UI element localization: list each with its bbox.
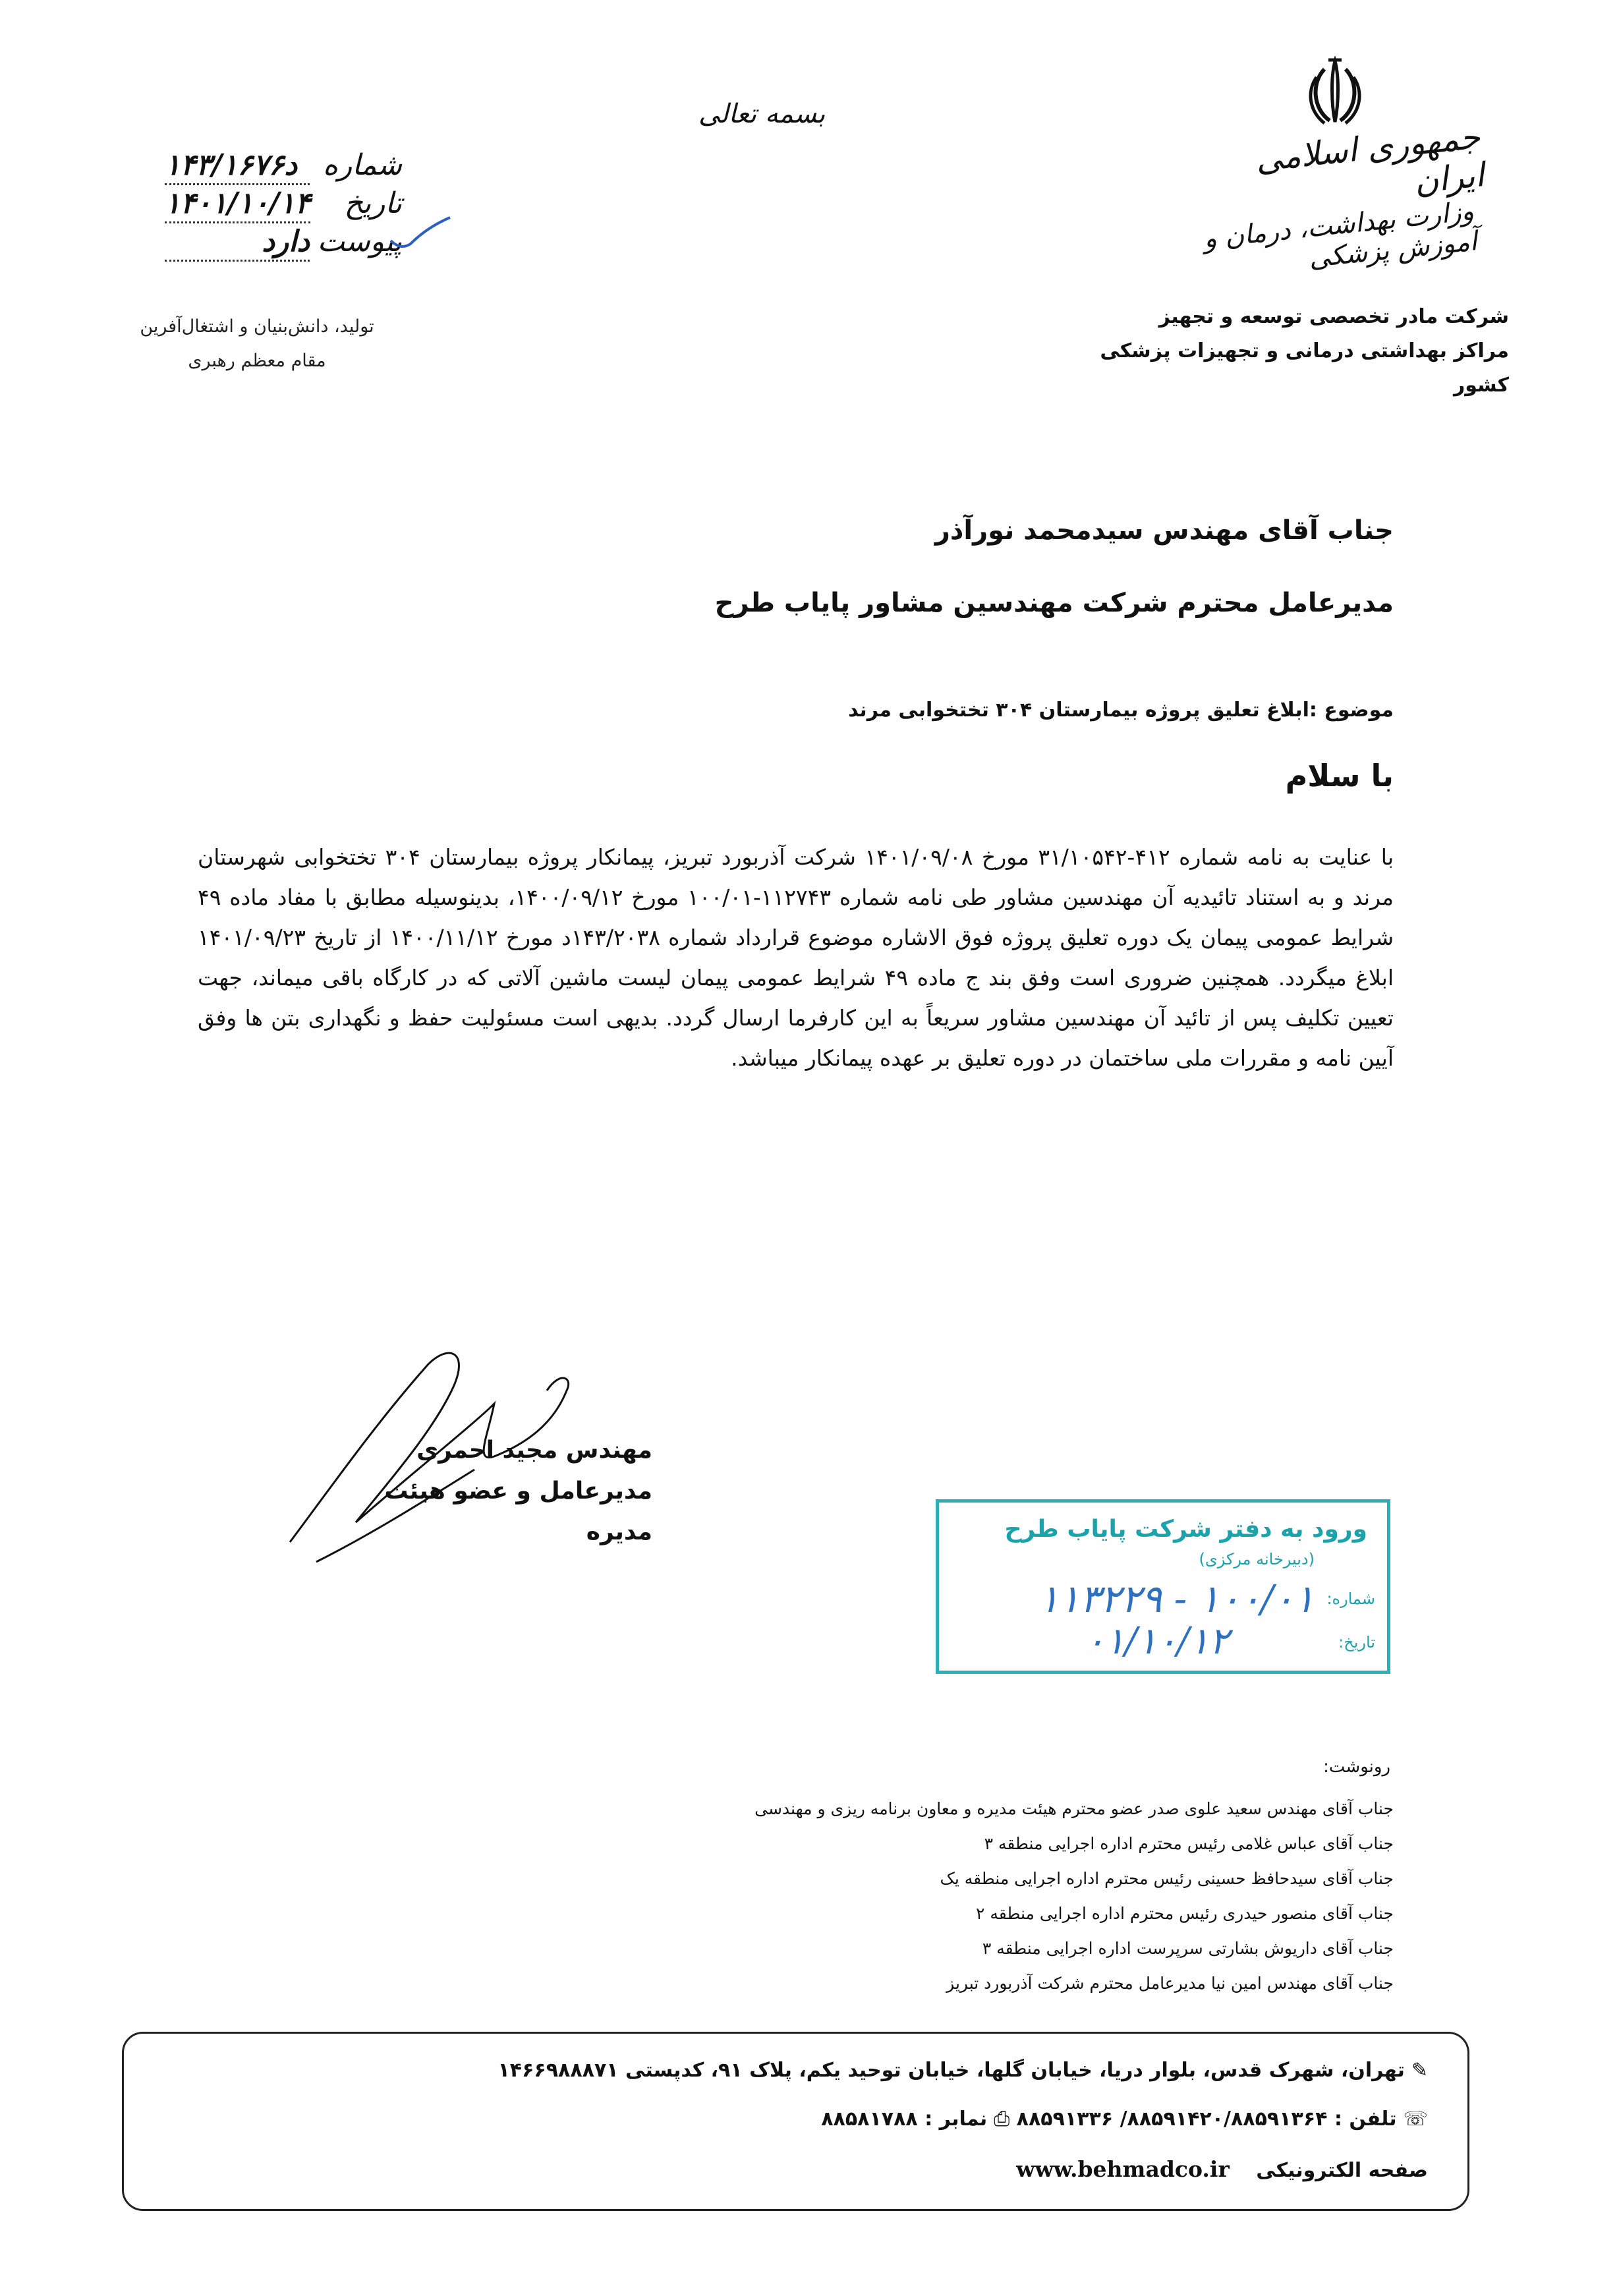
- cc-item: جناب آقای مهندس امین نیا مدیرعامل محترم شرکت آذربورد تبریز: [946, 1974, 1394, 1993]
- stamp-number: ۱۰۰/۰۱ - ۱۱۳۲۲۹: [1038, 1576, 1315, 1621]
- stamp-title: ورود به دفتر شرکت پایاب طرح: [1004, 1516, 1367, 1543]
- basmala: بسمه تعالی: [698, 99, 826, 129]
- fax-icon: ⎙: [994, 2108, 1010, 2131]
- phone-label: تلفن :: [1334, 2108, 1397, 2131]
- pen-icon: ✎: [1411, 2059, 1428, 2082]
- phone-numbers: ۸۸۵۹۱۴۲۰/۸۸۵۹۱۳۶۴/ ۸۸۵۹۱۳۳۶: [1016, 2108, 1328, 2131]
- addressee-name: جناب آقای مهندس سیدمحمد نورآذر: [934, 515, 1394, 546]
- meta-date-row: [165, 187, 402, 225]
- leader-slogan: [125, 310, 389, 378]
- receipt-stamp: [936, 1499, 1390, 1674]
- ministry-title: وزارت بهداشت، درمان و آموزش پزشکی: [1202, 196, 1479, 274]
- meta-number-label: شماره: [322, 148, 402, 182]
- cc-item: جناب آقای عباس غلامی رئیس محترم اداره اجرایی منطقه ۳: [984, 1834, 1394, 1853]
- phone-icon: ☏: [1403, 2108, 1428, 2131]
- company-line: شرکت مادر تخصصی توسعه و تجهیز: [1158, 305, 1509, 328]
- cc-title: رونوشت:: [1323, 1757, 1390, 1777]
- signer-name: مهندس مجید احمری: [416, 1437, 652, 1464]
- signer-block: [316, 1430, 652, 1553]
- footer-contact: [821, 2108, 1428, 2131]
- company-name: [1087, 300, 1509, 403]
- footer-address-text: تهران، شهرک قدس، بلوار دریا، خیابان گلها، خیابان توحید یکم، پلاک ۹۱، کدپستی ۱۴۶۶۹۸۸۸۷۱: [497, 2059, 1405, 2082]
- iran-emblem-icon: [1305, 56, 1365, 129]
- website-link[interactable]: www.behmadco.ir: [1016, 2156, 1230, 2182]
- addressee: [659, 494, 1394, 639]
- web-label: صفحه الکترونیکی: [1256, 2159, 1428, 2182]
- stamp-date: ۰۱/۱۰/۱۲: [1085, 1620, 1229, 1663]
- greeting: با سلام: [1285, 758, 1394, 793]
- check-icon: [387, 214, 453, 254]
- fax-label: نمابر :: [924, 2108, 988, 2131]
- stamp-date-label: تاریخ:: [1338, 1633, 1375, 1651]
- meta-attachment-value: دارد: [165, 225, 310, 262]
- cc-item: جناب آقای سیدحافظ حسینی رئیس محترم اداره اجرایی منطقه یک: [940, 1869, 1394, 1888]
- letter-meta: [165, 148, 402, 263]
- meta-attachment-row: [165, 225, 402, 263]
- subject-line: موضوع :ابلاغ تعلیق پروژه بیمارستان ۳۰۴ تختخوابی مرند: [848, 699, 1394, 722]
- signer-title: مدیرعامل و عضو هیئت مدیره: [384, 1478, 652, 1545]
- meta-number-row: [165, 148, 402, 187]
- cc-item: جناب آقای مهندس سعید علوی صدر عضو محترم هیئت مدیره و معاون برنامه ریزی و مهندسی: [754, 1799, 1394, 1818]
- letter-body: با عنایت به نامه شماره ۴۱۲-۳۱/۱۰۵۴۲ مورخ ۱۴۰۱/۰۹/۰۸ شرکت آذربورد تبریز، پیمانکار پروژه بیمارستان ۳۰۴ تختخوابی شهرستان مرند و به استناد تائیدیه آن مهندسین مشاور طی نامه شماره ۱۱۲۷۴۳-۱۰۰/۰۱ مورخ ۱۴۰۰/۰۹/۱۲، بدینوسیله مطابق با مفاد ماده ۴۹ شرایط عمومی پیمان یک دوره تعلیق پروژه فوق الاشاره موضوع قرارداد شماره ۱۴۳/۲۰۳۸د مورخ ۱۴۰۰/۱۱/۱۲ از تاریخ ۱۴۰۱/۰۹/۲۳ ابلاغ میگردد. همچنین ضروری است وفق بند ج ماده ۴۹ شرایط عمومی پیمان لیست ماشین آلاتی که در کارگاه باقی میماند، جهت تعیین تکلیف پس از تائید آن مهندسین مشاور سریعاً به این کارفرما ارسال گردد. بدیهی است مسئولیت حفظ و نگهداری بتن ها وفق آیین نامه و مقررات ملی ساختمان در دوره تعلیق بر عهده پیمانکار میباشد.: [198, 844, 1394, 1071]
- cc-list: [593, 1791, 1394, 2001]
- fax-number: ۸۸۵۸۱۷۸۸: [821, 2108, 918, 2131]
- meta-date-value: ۱۴۰۱/۱۰/۱۴: [165, 187, 310, 223]
- meta-attachment-label: پیوست: [317, 225, 402, 258]
- footer-website: [1016, 2156, 1428, 2182]
- slogan-line: تولید، دانش‌بنیان و اشتغال‌آفرین: [140, 316, 374, 337]
- cc-item: جناب آقای داریوش بشارتی سرپرست اداره اجرایی منطقه ۳: [982, 1939, 1394, 1958]
- slogan-line: مقام معظم رهبری: [188, 351, 326, 371]
- stamp-subtitle: (دبیرخانه مرکزی): [1199, 1550, 1315, 1568]
- cc-item: جناب آقای منصور حیدری رئیس محترم اداره اجرایی منطقه ۲: [976, 1904, 1394, 1923]
- letterhead-footer: [122, 2032, 1469, 2211]
- meta-date-label: تاریخ: [344, 187, 402, 220]
- company-line: مراکز بهداشتی درمانی و تجهیزات پزشکی کشور: [1100, 339, 1509, 397]
- meta-number-value: ۱۴۳/۱۶۷۶د: [165, 148, 310, 185]
- republic-title: جمهوری اسلامی ایران: [1253, 117, 1486, 201]
- stamp-number-label: شماره:: [1326, 1590, 1375, 1608]
- addressee-title: مدیرعامل محترم شرکت مهندسین مشاور پایاب طرح: [714, 588, 1394, 618]
- footer-address: [497, 2059, 1428, 2082]
